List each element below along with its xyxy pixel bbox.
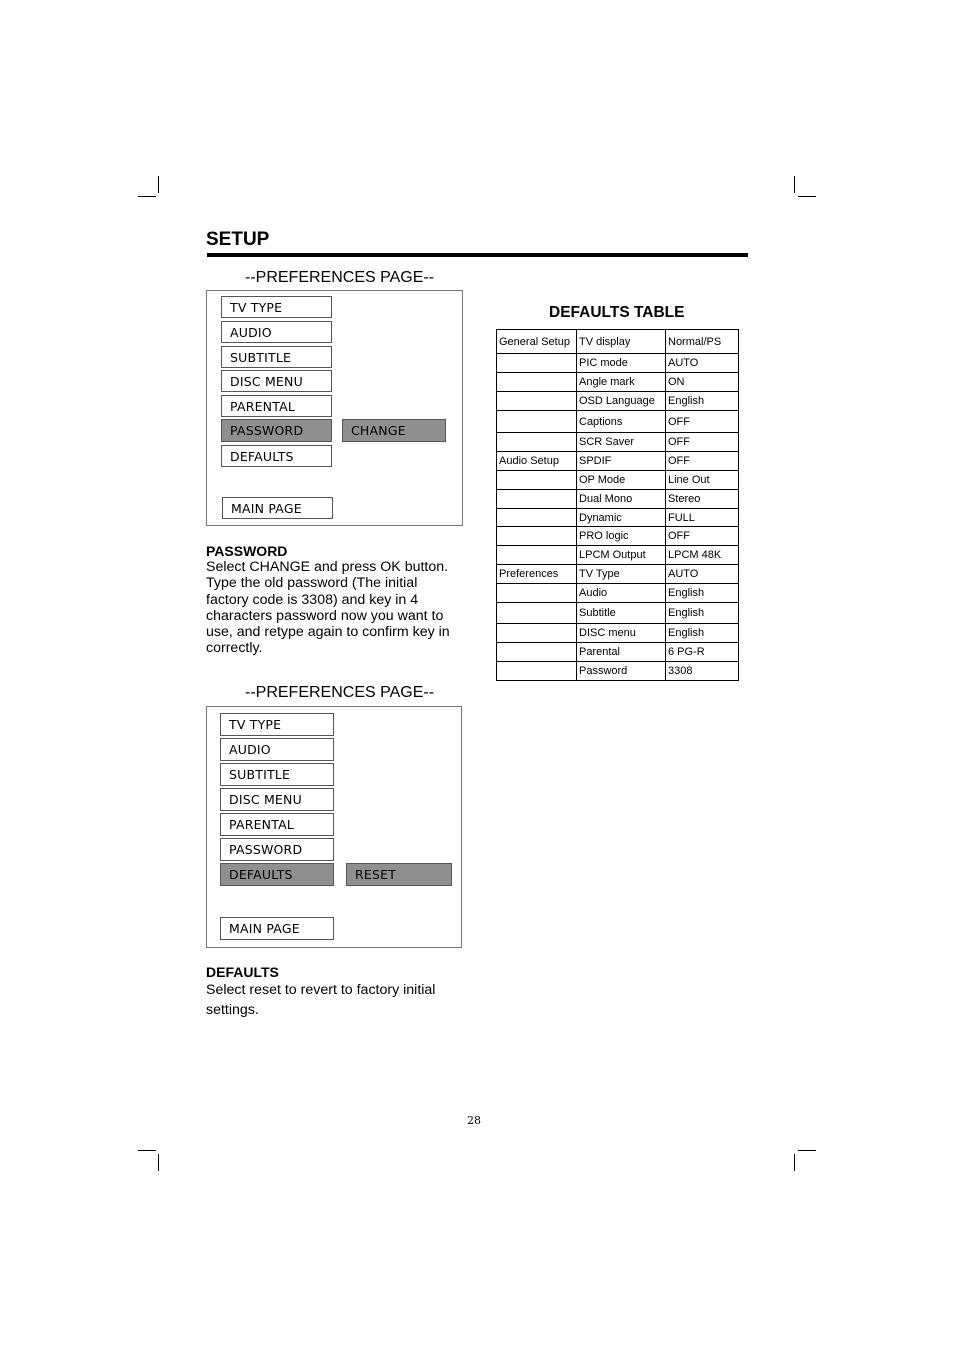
crop-mark [158,176,159,193]
table-cell-setting: Angle mark [577,373,666,392]
table-row [497,471,739,490]
table-cell-setting: Audio [577,584,666,603]
table-cell-group [497,490,577,509]
table-cell-group [497,603,577,624]
pref2-heading: --PREFERENCES PAGE-- [245,684,435,701]
table-cell-value: ON [666,373,739,392]
title-rule [207,253,748,257]
pref1-heading: --PREFERENCES PAGE-- [245,269,435,286]
menu-item-audio[interactable]: AUDIO [220,738,334,761]
reset-button[interactable]: RESET [346,863,452,886]
menu-item-password-selected[interactable]: PASSWORD [221,419,332,442]
table-cell-value: AUTO [666,565,739,584]
pref1-menu-box [206,290,463,526]
table-cell-value: OFF [666,411,739,433]
table-cell-setting: Captions [577,411,666,433]
table-row [497,354,739,373]
password-desc-line: Select CHANGE and press OK button. [206,559,449,575]
table-cell-value: English [666,392,739,411]
table-cell-setting: OP Mode [577,471,666,490]
table-row [497,452,739,471]
table-cell-setting: Dual Mono [577,490,666,509]
table-cell-setting: Subtitle [577,603,666,624]
crop-mark [794,176,795,193]
menu-item-disc-menu[interactable]: DISC MENU [220,788,334,811]
crop-mark [138,196,156,197]
table-cell-group [497,662,577,681]
table-cell-value: 6 PG-R [666,643,739,662]
table-cell-value: Stereo [666,490,739,509]
table-cell-setting: TV display [577,330,666,354]
menu-item-subtitle[interactable]: SUBTITLE [220,763,334,786]
table-cell-value: Line Out [666,471,739,490]
table-cell-setting: SPDIF [577,452,666,471]
table-row [497,643,739,662]
table-cell-value: English [666,624,739,643]
menu-item-defaults[interactable]: DEFAULTS [221,445,332,467]
crop-mark [798,1150,816,1151]
password-desc-line: characters password now you want to [206,607,444,624]
table-cell-setting: LPCM Output [577,546,666,565]
table-cell-value: OFF [666,452,739,471]
table-cell-group [497,433,577,452]
table-cell-value: LPCM 48K [666,546,739,565]
table-row [497,490,739,509]
password-description [206,559,468,657]
menu-item-audio[interactable]: AUDIO [221,321,332,343]
table-cell-value: OFF [666,433,739,452]
table-cell-value: AUTO [666,354,739,373]
password-desc-line: use, and retype again to confirm key in [206,624,450,641]
table-cell-value: FULL [666,509,739,527]
defaults-desc-line: Select reset to revert to factory initial [206,982,436,998]
table-cell-value: English [666,584,739,603]
password-heading: PASSWORD [206,543,288,559]
menu-item-defaults-selected[interactable]: DEFAULTS [220,863,334,886]
defaults-heading: DEFAULTS [206,964,279,980]
defaults-table [496,329,739,681]
main-page-button[interactable]: MAIN PAGE [222,497,333,519]
menu-item-parental[interactable]: PARENTAL [220,813,334,836]
menu-item-disc-menu[interactable]: DISC MENU [221,370,332,392]
table-row [497,624,739,643]
table-cell-group [497,471,577,490]
password-desc-line: correctly. [206,640,263,657]
pref2-menu-box [206,706,462,948]
table-row [497,565,739,584]
table-cell-value: Normal/PS [666,330,739,354]
table-row [497,330,739,354]
table-cell-value: OFF [666,527,739,546]
table-row [497,603,739,624]
defaults-desc-line: settings. [206,1002,259,1018]
table-cell-group [497,527,577,546]
table-cell-value: 3308 [666,662,739,681]
table-cell-value: English [666,603,739,624]
table-row [497,546,739,565]
table-cell-group: Audio Setup [497,452,577,471]
table-cell-group [497,354,577,373]
menu-item-tv-type[interactable]: TV TYPE [220,713,334,736]
table-cell-group [497,392,577,411]
menu-item-password[interactable]: PASSWORD [220,838,334,861]
table-row [497,527,739,546]
table-cell-group [497,546,577,565]
table-row [497,373,739,392]
menu-item-tv-type[interactable]: TV TYPE [221,296,332,318]
table-cell-setting: Password [577,662,666,681]
table-cell-setting: OSD Language [577,392,666,411]
menu-item-parental[interactable]: PARENTAL [221,395,332,417]
table-row [497,411,739,433]
table-cell-group: General Setup [497,330,577,354]
menu-item-subtitle[interactable]: SUBTITLE [221,346,332,368]
table-cell-group [497,411,577,433]
defaults-description [206,980,468,1020]
crop-mark [798,196,816,197]
table-row [497,662,739,681]
crop-mark [794,1154,795,1171]
table-cell-setting: SCR Saver [577,433,666,452]
table-cell-group [497,373,577,392]
table-cell-group [497,584,577,603]
password-desc-line: Type the old password (The initial [206,575,418,592]
table-cell-setting: Parental [577,643,666,662]
crop-mark [158,1154,159,1171]
table-cell-setting: PIC mode [577,354,666,373]
table-cell-group [497,643,577,662]
table-cell-setting: DISC menu [577,624,666,643]
table-cell-group: Preferences [497,565,577,584]
defaults-table-title: DEFAULTS TABLE [549,304,685,321]
table-row [497,392,739,411]
section-title: SETUP [206,229,270,250]
main-page-button[interactable]: MAIN PAGE [220,917,334,940]
page-number: 28 [467,1114,481,1127]
table-row [497,509,739,527]
table-cell-setting: TV Type [577,565,666,584]
table-row [497,433,739,452]
table-cell-group [497,509,577,527]
table-cell-group [497,624,577,643]
table-cell-setting: PRO logic [577,527,666,546]
crop-mark [138,1150,156,1151]
table-row [497,584,739,603]
password-desc-line: factory code is 3308) and key in 4 [206,591,419,608]
table-cell-setting: Dynamic [577,509,666,527]
change-button[interactable]: CHANGE [342,419,446,442]
